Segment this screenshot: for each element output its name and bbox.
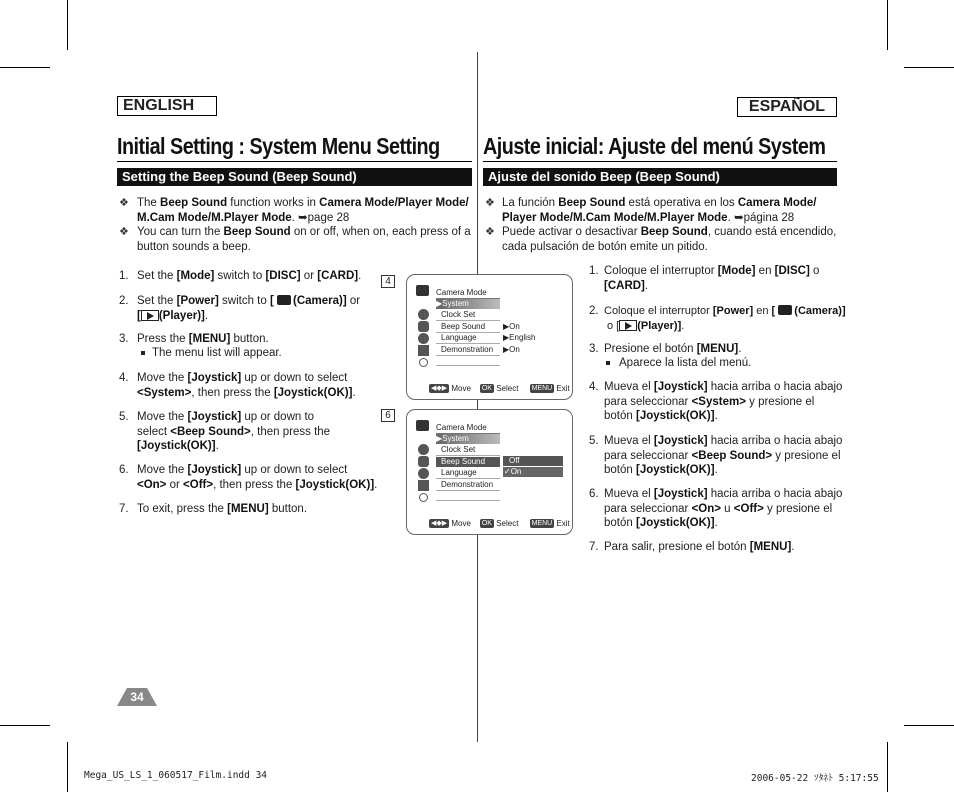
crop-mark: [0, 67, 50, 68]
print-footer-left: Mega_US_LS_1_060517_Film.indd 34: [84, 770, 268, 781]
step-number: 4.: [119, 372, 129, 384]
step-number: 7.: [119, 503, 129, 515]
photo-icon: [418, 321, 429, 332]
page-title-es: Ajuste inicial: Ajuste del menú System: [483, 133, 826, 159]
es-step-3-sub: Aparece la lista del menú.: [619, 357, 752, 369]
square-bullet-icon: [606, 361, 610, 365]
menu-value-demo: ▶On: [503, 345, 520, 354]
step-number: 1.: [119, 270, 129, 282]
bullet-icon: ❖: [485, 197, 495, 209]
step-number: 3.: [589, 343, 599, 355]
page-title-en: Initial Setting : System Menu Setting: [117, 133, 440, 159]
player-icon: [141, 310, 159, 321]
es-step-4: Mueva el [Joystick] hacia arriba o hacia abajo para seleccionar <System> y presione el botón [Joystick(OK)].: [604, 381, 843, 422]
crop-mark: [904, 67, 954, 68]
en-bullet-1: The Beep Sound function works in Camera Mode/Player Mode/ M.Cam Mode/M.Player Mode. ➥page 28: [137, 197, 469, 224]
menu-item-empty: [436, 356, 500, 366]
lcd-screen-step4: [406, 274, 573, 400]
en-step-6: Move the [Joystick] up or down to select <On> or <Off>, then press the [Joystick(OK)].: [137, 464, 378, 491]
menu-item-demonstration: Demonstration: [436, 345, 500, 356]
joystick-move-icon: ◀◆▶: [431, 520, 448, 528]
en-step-5: Move the [Joystick] up or down to select <Beep Sound>, then press the [Joystick(OK)].: [137, 411, 331, 452]
menu-item-empty: [436, 491, 500, 501]
record-icon: [418, 309, 429, 320]
bullet-icon: ❖: [119, 197, 129, 209]
menu-key-icon: MENU: [531, 385, 553, 393]
step-number: 6.: [589, 488, 599, 500]
crop-mark: [67, 0, 68, 50]
submenu-option-on: ✓On: [503, 467, 563, 477]
en-step-7: To exit, press the [MENU] button.: [137, 503, 308, 515]
print-footer-right: 2006-05-22 ｿﾀﾈﾄ 5:17:55: [751, 773, 879, 784]
menu-value-language: ▶English: [503, 333, 536, 342]
camera-mode-icon: [416, 285, 429, 296]
camera-icon: [778, 305, 792, 315]
menu-item-system: ▶System: [436, 299, 500, 309]
ok-key-icon: OK: [481, 385, 492, 393]
crop-mark: [904, 725, 954, 726]
clock-icon: [418, 333, 429, 344]
step-number: 1.: [589, 265, 599, 277]
menu-header: Camera Mode: [436, 288, 500, 299]
title-rule-en: [117, 161, 472, 162]
step-number: 3.: [119, 333, 129, 345]
menu-item-beep-sound: Beep Sound: [436, 322, 500, 333]
record-icon: [418, 444, 429, 455]
camera-icon: [277, 295, 291, 305]
display-icon: [418, 345, 429, 356]
settings-gear-icon: [419, 493, 428, 502]
player-icon: [619, 320, 637, 331]
en-step-1: Set the [Mode] switch to [DISC] or [CARD].: [137, 270, 362, 282]
menu-value-beep: ▶On: [503, 322, 520, 331]
crop-mark: [887, 742, 888, 792]
lcd-screen-step6: [406, 409, 573, 535]
es-step-6: Mueva el [Joystick] hacia arriba o hacia abajo para seleccionar <On> u <Off> y presione el botón [Joystick(OK)].: [604, 488, 843, 529]
step-number: 2.: [589, 305, 599, 317]
step-number: 4.: [589, 381, 599, 393]
es-step-5: Mueva el [Joystick] hacia arriba o hacia abajo para seleccionar <Beep Sound> y presione el botón [Joystick(OK)].: [604, 435, 843, 476]
bullet-icon: ❖: [119, 226, 129, 238]
step-number: 5.: [119, 411, 129, 423]
photo-icon: [418, 456, 429, 467]
section-header-en: Setting the Beep Sound (Beep Sound): [117, 168, 472, 186]
step-number: 6.: [119, 464, 129, 476]
square-bullet-icon: [141, 351, 145, 355]
es-bullet-2: Puede activar o desactivar Beep Sound, cuando está encendido, cada pulsación de botón emite un pitido.: [502, 226, 837, 253]
es-bullet-1: La función Beep Sound está operativa en los Camera Mode/ Player Mode/M.Cam Mode/M.Player Mode. ➥página 28: [502, 197, 817, 224]
en-step-3-sub: The menu list will appear.: [152, 347, 282, 359]
menu-key-icon: MENU: [531, 520, 553, 528]
crop-mark: [67, 742, 68, 792]
ok-key-icon: OK: [481, 520, 492, 528]
step-number: 7.: [589, 541, 599, 553]
menu-item-demonstration: Demonstration: [436, 480, 500, 491]
menu-header: Camera Mode: [436, 423, 500, 434]
menu-item-clock-set: Clock Set: [436, 445, 500, 456]
en-bullet-2: You can turn the Beep Sound on or off, when on, each press of a button sounds a beep.: [137, 226, 471, 253]
es-step-7: Para salir, presione el botón [MENU].: [604, 541, 795, 553]
crop-mark: [887, 0, 888, 50]
screen-step-label: 6: [381, 409, 395, 422]
submenu-option-off: Off: [503, 456, 563, 466]
section-header-es: Ajuste del sonido Beep (Beep Sound): [483, 168, 837, 186]
clock-icon: [418, 468, 429, 479]
english-label: ENGLISH: [117, 96, 217, 116]
camera-mode-icon: [416, 420, 429, 431]
bullet-icon: ❖: [485, 226, 495, 238]
crop-mark: [0, 725, 50, 726]
en-step-2: Set the [Power] switch to [ (Camera)] or [ (Player)].: [137, 295, 361, 322]
es-step-3: Presione el botón [MENU].: [604, 343, 742, 355]
settings-gear-icon: [419, 358, 428, 367]
joystick-move-icon: ◀◆▶: [431, 385, 448, 393]
menu-item-language: Language: [436, 468, 500, 479]
es-step-2: Coloque el interruptor [Power] en [ (Camera)] o [ (Player)].: [604, 305, 846, 332]
menu-item-language: Language: [436, 333, 500, 344]
step-number: 2.: [119, 295, 129, 307]
title-rule-es: [483, 161, 837, 162]
page-number: 34: [130, 690, 144, 704]
screen-footer: ◀◆▶ Move OK Select MENU Exit: [431, 384, 570, 393]
es-step-1: Coloque el interruptor [Mode] en [DISC] o [CARD].: [604, 265, 820, 292]
menu-item-system: ▶System: [436, 434, 500, 444]
menu-item-clock-set: Clock Set: [436, 310, 500, 321]
menu-item-beep-sound: Beep Sound: [436, 457, 500, 467]
step-number: 5.: [589, 435, 599, 447]
display-icon: [418, 480, 429, 491]
en-step-3: Press the [MENU] button.: [137, 333, 269, 345]
screen-step-label: 4: [381, 275, 395, 288]
screen-footer: ◀◆▶ Move OK Select MENU Exit: [431, 519, 570, 528]
en-step-4: Move the [Joystick] up or down to select <System>, then press the [Joystick(OK)].: [137, 372, 356, 399]
espanol-label: ESPAÑOL: [737, 97, 837, 117]
